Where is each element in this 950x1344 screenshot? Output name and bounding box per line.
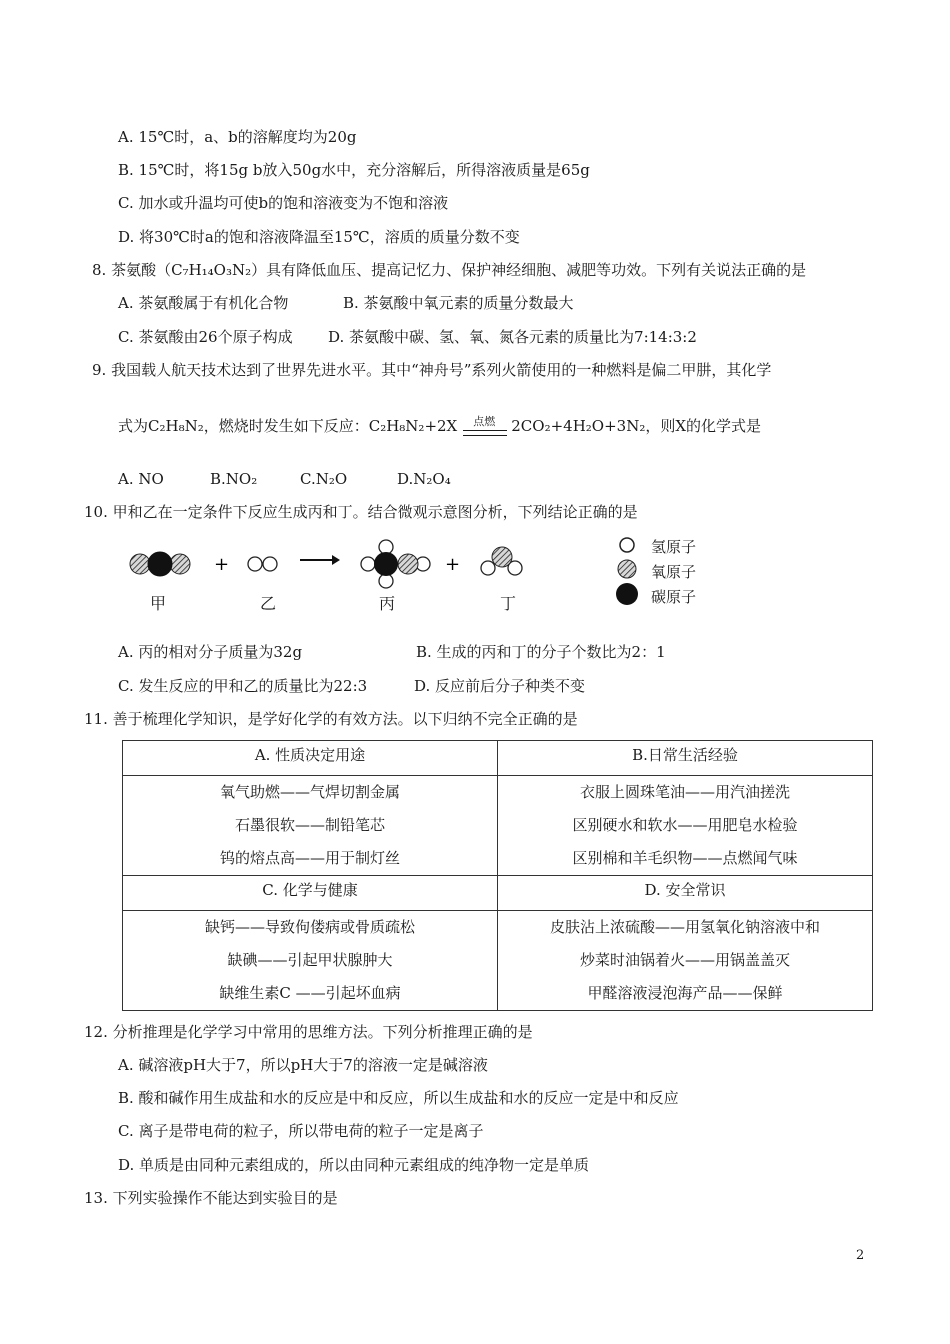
q9-option-d: D.N₂O₄ — [397, 470, 451, 488]
q12-option-c: C. 离子是带电荷的粒子，所以带电荷的粒子一定是离子 — [118, 1122, 484, 1140]
q7-option-c: C. 加水或升温均可使b的饱和溶液变为不饱和溶液 — [118, 194, 449, 212]
q10-option-d: D. 反应前后分子种类不变 — [414, 677, 586, 695]
equals-sign — [463, 430, 507, 436]
reaction-condition-label: 点燃 — [473, 415, 496, 428]
q12-option-b: B. 酸和碱作用生成盐和水的反应是中和反应，所以生成盐和水的反应一定是中和反应 — [118, 1089, 679, 1107]
reaction-diagram — [118, 533, 718, 613]
table-line: 区别棉和羊毛织物——点燃闻气味 — [572, 849, 798, 867]
hydrogen-legend-icon — [620, 538, 634, 552]
table-header-b: B.日常生活经验 — [498, 741, 873, 776]
table-line: 衣服上圆珠笔油——用汽油搓洗 — [579, 783, 790, 801]
q8-option-a: A. 茶氨酸属于有机化合物 — [118, 294, 289, 312]
molecule-yi — [248, 557, 277, 571]
table-cell-c — [123, 911, 498, 1011]
q9-equation-line — [118, 416, 761, 436]
table-line: 缺碘——引起甲状腺肿大 — [227, 951, 393, 969]
summary-table — [122, 740, 873, 1011]
legend-carbon: 碳原子 — [651, 588, 697, 606]
q7-option-d: D. 将30℃时a的饱和溶液降温至15℃，溶质的质量分数不变 — [118, 228, 520, 246]
table-cell-a — [123, 776, 498, 876]
molecule-bing — [361, 540, 430, 588]
table-line: 缺钙——导致佝偻病或骨质疏松 — [204, 918, 415, 936]
table-cell-d — [498, 911, 873, 1011]
q10-option-a: A. 丙的相对分子质量为32g — [118, 643, 303, 661]
table-line: 炒菜时油锅着火——用锅盖盖灭 — [579, 951, 790, 969]
plus-sign: + — [445, 554, 461, 575]
label-yi: 乙 — [260, 594, 277, 613]
table-line: 甲醛溶液浸泡海产品——保鲜 — [587, 984, 783, 1002]
oxygen-legend-icon — [618, 560, 636, 578]
q8-stem: 8. 茶氨酸（C₇H₁₄O₃N₂）具有降低血压、提高记忆力、保护神经细胞、减肥等功效。下列有关说法正确的是 — [92, 261, 807, 279]
legend-oxygen: 氧原子 — [651, 563, 697, 581]
table-header-a: A. 性质决定用途 — [123, 741, 498, 776]
table-line: 氧气助燃——气焊切割金属 — [219, 783, 400, 801]
label-bing: 丙 — [379, 594, 396, 613]
q12-option-a: A. 碱溶液pH大于7，所以pH大于7的溶液一定是碱溶液 — [118, 1056, 488, 1074]
table-header-c: C. 化学与健康 — [123, 876, 498, 911]
table-line: 皮肤沾上浓硫酸——用氢氧化钠溶液中和 — [549, 918, 820, 936]
table-line: 钨的熔点高——用于制灯丝 — [219, 849, 400, 867]
q8-option-c: C. 茶氨酸由26个原子构成 — [118, 328, 293, 346]
table-cell-b — [498, 776, 873, 876]
q7-option-a: A. 15℃时，a、b的溶解度均为20g — [118, 128, 357, 146]
molecule-ding — [481, 547, 522, 575]
legend-hydrogen: 氢原子 — [651, 538, 697, 556]
q9-option-b: B.NO₂ — [210, 470, 258, 488]
q12-stem: 12. 分析推理是化学学习中常用的思维方法。下列分析推理正确的是 — [84, 1023, 533, 1041]
table-header-d: D. 安全常识 — [498, 876, 873, 911]
q8-option-d: D. 茶氨酸中碳、氢、氧、氮各元素的质量比为7:14:3:2 — [328, 328, 697, 346]
page-number: 2 — [856, 1248, 865, 1263]
q9-option-c: C.N₂O — [300, 470, 348, 488]
label-jia: 甲 — [150, 594, 167, 613]
table-line: 区别硬水和软水——用肥皂水检验 — [572, 816, 798, 834]
table-line: 缺维生素C ——引起坏血病 — [219, 984, 401, 1002]
q8-option-b: B. 茶氨酸中氧元素的质量分数最大 — [343, 294, 574, 312]
carbon-legend-icon — [616, 583, 638, 605]
molecule-jia — [130, 552, 190, 576]
q10-stem: 10. 甲和乙在一定条件下反应生成丙和丁。结合微观示意图分析，下列结论正确的是 — [84, 503, 638, 521]
q11-stem: 11. 善于梳理化学知识，是学好化学的有效方法。以下归纳不完全正确的是 — [84, 710, 578, 728]
plus-sign: + — [214, 554, 230, 575]
label-ding: 丁 — [500, 594, 517, 613]
q7-option-b: B. 15℃时，将15g b放入50g水中，充分溶解后，所得溶液质量是65g — [118, 161, 590, 179]
reaction-condition — [457, 416, 511, 436]
q10-option-c: C. 发生反应的甲和乙的质量比为22:3 — [118, 677, 368, 695]
q9-equation-products: 2CO₂+4H₂O+3N₂，则X的化学式是 — [511, 417, 762, 435]
q9-equation-reactants: 式为C₂H₈N₂，燃烧时发生如下反应：C₂H₈N₂+2X — [118, 417, 458, 435]
q10-option-b: B. 生成的丙和丁的分子个数比为2：1 — [416, 643, 666, 661]
reaction-arrow — [300, 555, 340, 565]
q9-option-a: A. NO — [118, 470, 164, 488]
table-line: 石墨很软——制铅笔芯 — [234, 816, 385, 834]
q13-stem: 13. 下列实验操作不能达到实验目的是 — [84, 1189, 338, 1207]
q12-option-d: D. 单质是由同种元素组成的，所以由同种元素组成的纯净物一定是单质 — [118, 1156, 590, 1174]
q9-stem: 9. 我国载人航天技术达到了世界先进水平。其中“神舟号”系列火箭使用的一种燃料是偏二甲肼，其化学 — [92, 361, 772, 379]
